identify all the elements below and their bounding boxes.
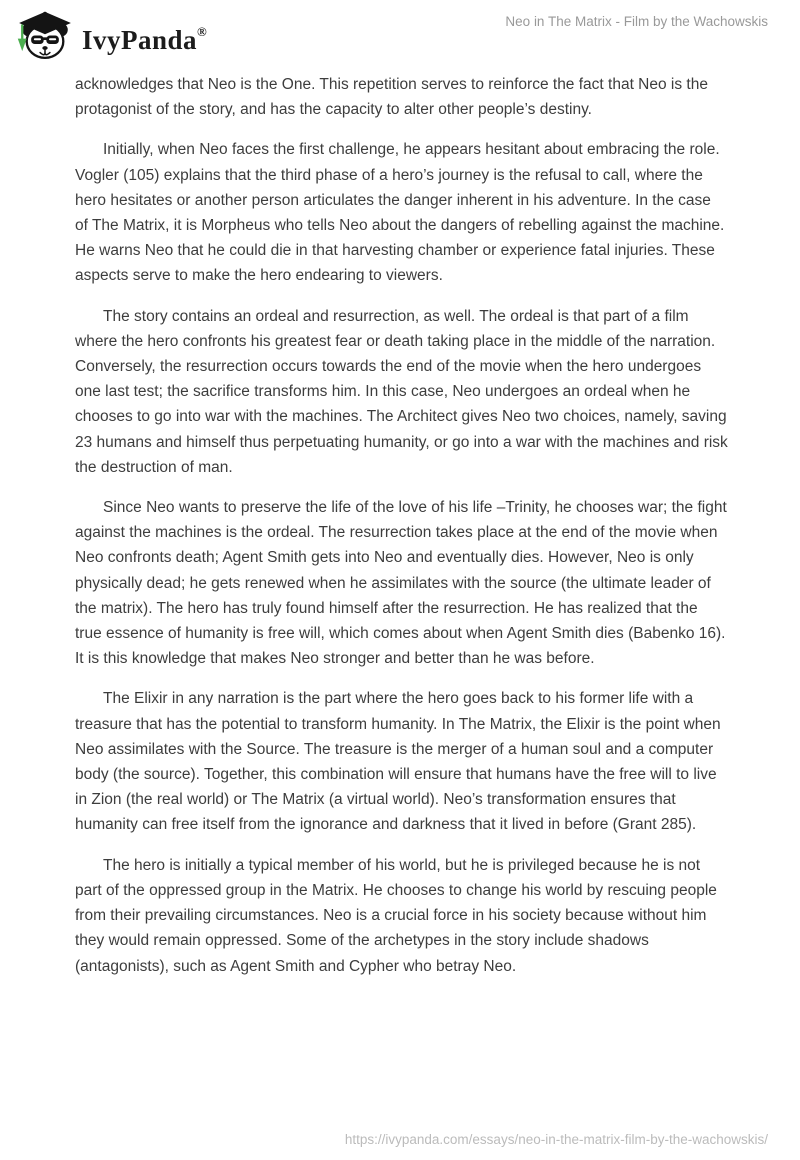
essay-paragraph-4: Since Neo wants to preserve the life of the love of his life –Trinity, he chooses war; the fight against the machines is the ordeal. The resurrection takes place at the end of the movie when Neo confronts death; Agent Smith gets into Neo and eventually dies. However, Neo is only physically dead; he gets renewed when he assimilates with the source (the ultimate leader of the matrix). The hero has truly found himself after the resurrection. He has realized that the true essence of humanity is free will, which comes about when Agent Smith dies (Babenko 16). It is this knowledge that makes Neo stronger and better than he was before. — [75, 499, 727, 668]
essay-paragraph-3: The story contains an ordeal and resurrection, as well. The ordeal is that part of a film where the hero confronts his greatest fear or death taking place in the middle of the narration. Conversely, the resurrection occurs towards the end of the movie when the hero undergoes one last test; the sacrifice transforms him. In this case, Neo undergoes an ordeal when he chooses to go into war with the machines. The Architect gives Neo two choices, namely, saving 23 humans and himself thus perpetuating humanity, or go into a war with the machines and risk the destruction of man. — [75, 307, 728, 476]
document-title: Neo in The Matrix - Film by the Wachowskis — [505, 14, 768, 29]
brand-name — [82, 7, 207, 65]
page-footer — [0, 1124, 800, 1160]
page-header — [0, 0, 800, 62]
panda-graduation-cap-icon — [14, 11, 76, 61]
source-url: https://ivypanda.com/essays/neo-in-the-matrix-film-by-the-wachowskis/ — [344, 1132, 768, 1147]
essay-paragraph-5: The Elixir in any narration is the part where the hero goes back to his former life with a treasure that has the potential to transform humanity. In The Matrix, the Elixir is the point when Neo assimilates with the Source. The treasure is the merger of a human soul and a computer body (the source). Together, this combination will ensure that humans have the free will to live in Zion (the real world) or The Matrix (a virtual world). Neo’s transformation ensures that humanity can free itself from the ignorance and darkness that it lived in before (Grant 285). — [75, 690, 721, 834]
essay-paragraph-2: Initially, when Neo faces the first challenge, he appears hesitant about embracing the role. Vogler (105) explains that the third phase of a hero’s journey is the refusal to call, where the hero hesitates or another person articulates the danger inherent in his adventure. In the case of The Matrix, it is Morpheus who tells Neo about the dangers of rebelling against the machine. He warns Neo that he could die in that harvesting chamber or experience fatal injuries. These aspects serve to make the hero endearing to viewers. — [75, 141, 725, 285]
brand-text: IvyPanda — [82, 25, 198, 55]
essay-paragraph-6: The hero is initially a typical member of his world, but he is privileged because he is not part of the oppressed group in the Matrix. He chooses to change his world by rescuing people from their prevailing circumstances. Neo is a crucial force in his society because without him they would remain oppressed. Some of the archetypes in the story include shadows (antagonists), such as Agent Smith and Cypher who betray Neo. — [75, 856, 717, 975]
ivypanda-logo — [14, 7, 207, 65]
essay-body — [75, 72, 728, 994]
essay-paragraph-1: acknowledges that Neo is the One. This repetition serves to reinforce the fact that Neo is the protagonist of the story, and has the capacity to alter other people’s destiny. — [75, 76, 708, 119]
registered-trademark: ® — [197, 24, 208, 39]
